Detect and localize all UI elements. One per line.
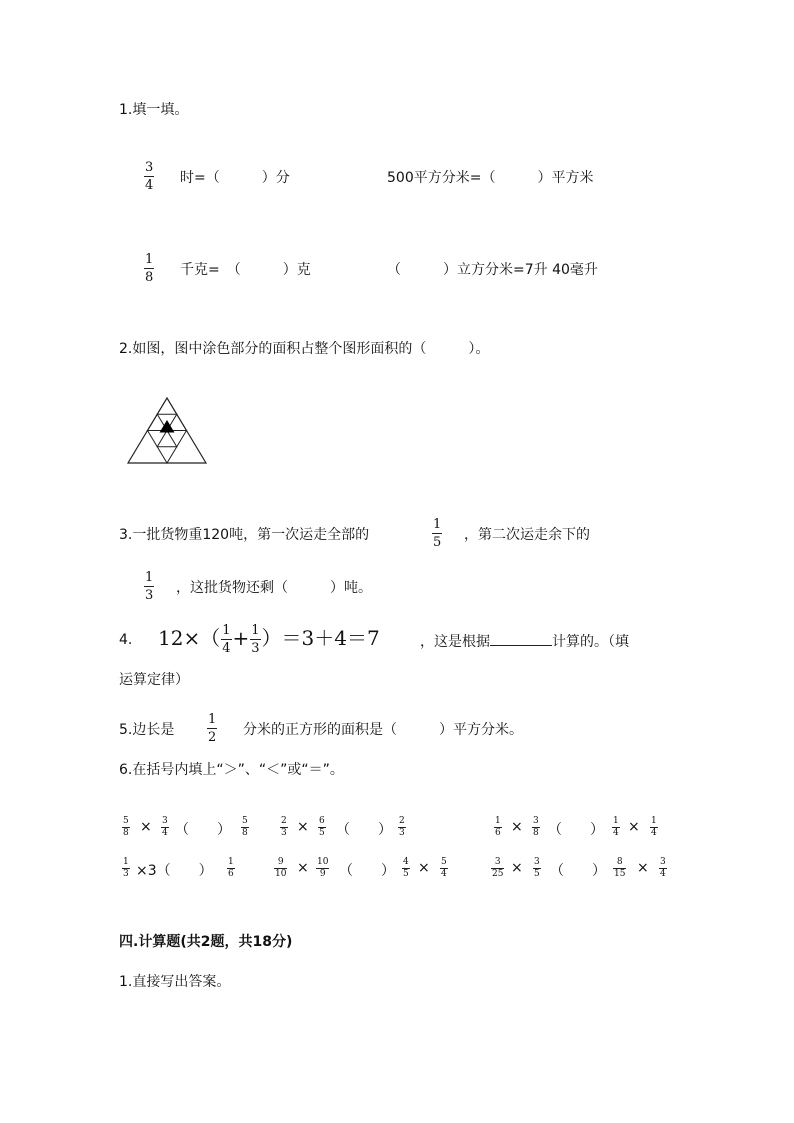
q1-cubic-decimeters: （ ）立方分米=7升 40毫升 — [387, 262, 598, 278]
times-sign: × — [637, 860, 649, 876]
fraction: 1 6 — [495, 816, 501, 838]
q2-title: 2.如图，图中涂色部分的面积占整个图形面积的（ ）。 — [119, 341, 490, 357]
fraction: 1 3 — [123, 857, 129, 879]
q5-end: 分米的正方形的面积是（ ）平方分米。 — [243, 722, 523, 738]
fraction-1-2: 1 2 — [208, 712, 217, 745]
fraction-1-5: 1 5 — [433, 517, 442, 550]
fraction: 8 15 — [614, 857, 626, 879]
q6-title: 6.在括号内填上“＞”、“＜”或“＝”。 — [119, 762, 344, 778]
fraction-1-3: $\frac{1}{3}$ — [251, 623, 260, 656]
answer-parens[interactable]: （ ） — [550, 863, 606, 879]
q4-line2: 运算定律） — [119, 672, 189, 688]
answer-blank[interactable] — [490, 631, 552, 646]
times-sign: × — [511, 860, 523, 876]
fraction: 1 4 — [613, 816, 619, 838]
answer-parens[interactable]: （ ） — [336, 822, 392, 838]
q1-kilograms-to-grams: 千克= （ ）克 — [180, 262, 311, 278]
fraction: 3 8 — [533, 816, 539, 838]
times-sign: × — [297, 819, 309, 835]
fraction: 5 8 — [123, 816, 129, 838]
times-three[interactable]: ×3（ ） — [136, 863, 213, 879]
answer-parens[interactable]: （ ） — [175, 822, 231, 838]
fraction-1-4: $\frac{1}{4}$ — [222, 623, 231, 656]
fraction: 5 4 — [441, 857, 447, 879]
q1-hours-to-minutes: 时=（ ）分 — [180, 170, 290, 186]
fraction: 3 4 — [162, 816, 168, 838]
fraction-1-8: 1 8 — [145, 252, 154, 285]
times-sign: × — [628, 819, 640, 835]
triangle-figure — [126, 396, 208, 466]
q4-number: 4. — [119, 632, 133, 648]
times-sign: × — [297, 860, 309, 876]
section4-q1: 1.直接写出答案。 — [119, 974, 231, 990]
answer-parens[interactable]: （ ） — [548, 822, 604, 838]
fraction: 3 25 — [492, 857, 504, 879]
fraction-3-4: 3 4 — [145, 160, 154, 193]
times-sign: × — [511, 819, 523, 835]
q4-equation: 12×（ $\frac{1}{4}$ + $\frac{1}{3}$ ）＝3＋4＝7 — [158, 623, 380, 656]
times-sign: × — [418, 860, 430, 876]
q1-square-decimeters: 500平方分米=（ ）平方米 — [387, 170, 594, 186]
fraction: 5 8 — [242, 816, 248, 838]
fraction: 9 10 — [275, 857, 287, 879]
q1-title: 1.填一填。 — [119, 102, 189, 118]
fraction: 3 4 — [660, 857, 666, 879]
q5-start: 5.边长是 — [119, 722, 175, 738]
section-heading: 四.计算题(共2题，共18分) — [119, 934, 293, 950]
q3-line1-end: ，第二次运走余下的 — [464, 527, 590, 543]
fraction: 1 6 — [228, 857, 234, 879]
fraction: 1 4 — [651, 816, 657, 838]
fraction: 2 3 — [399, 816, 405, 838]
fraction-1-3: 1 3 — [145, 570, 154, 603]
q3-line2: ，这批货物还剩（ ）吨。 — [176, 580, 372, 596]
fraction: 3 5 — [534, 857, 540, 879]
fraction: 2 3 — [281, 816, 287, 838]
q4-text: ，这是根据 计算的。（填 — [420, 631, 629, 651]
fraction: 10 9 — [317, 857, 329, 879]
fraction: 6 5 — [319, 816, 325, 838]
q3-line1-start: 3.一批货物重120吨，第一次运走全部的 — [119, 527, 370, 543]
times-sign: × — [140, 819, 152, 835]
fraction: 4 5 — [403, 857, 409, 879]
answer-parens[interactable]: （ ） — [339, 863, 395, 879]
